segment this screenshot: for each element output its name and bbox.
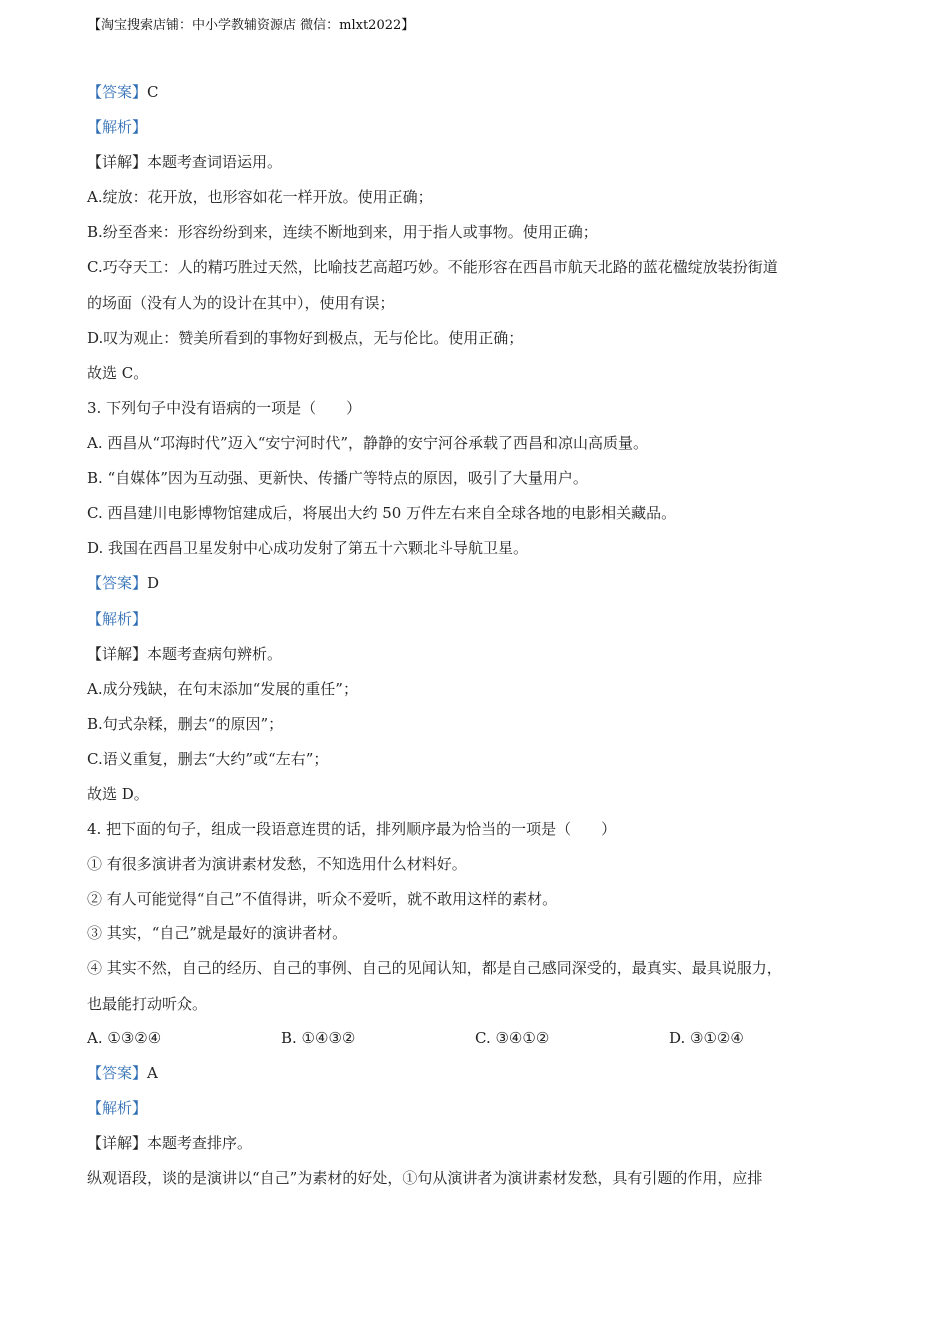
q3-explain-b: B.句式杂糅，删去“的原因”； [87, 715, 284, 733]
q4-sentence-3: ③ 其实，“自己”就是最好的演讲者材。 [87, 924, 348, 942]
q4-analysis-tag: 【解析】 [87, 1099, 148, 1117]
answer-tag: 【答案】 [87, 1064, 148, 1082]
q2-explain-b: B.纷至沓来：形容纷纷到来，连续不断地到来，用于指人或事物。使用正确； [87, 223, 598, 241]
q4-sentence-4-line2: 也最能打动听众。 [87, 995, 208, 1013]
q2-analysis-tag: 【解析】 [87, 118, 148, 136]
q4-option-d: D. ③①②④ [669, 1029, 744, 1047]
q3-option-c: C. 西昌建川电影博物馆建成后，将展出大约 50 万件左右来自全球各地的电影相关藏品。 [87, 504, 677, 522]
answer-tag: 【答案】 [87, 83, 148, 101]
q3-explain-a: A.成分残缺，在句末添加“发展的重任”； [87, 680, 358, 698]
q3-option-a: A. 西昌从“邛海时代”迈入“安宁河时代”，静静的安宁河谷承载了西昌和凉山高质量。 [87, 434, 649, 452]
q4-explain: 纵观语段，谈的是演讲以“自己”为素材的好处，①句从演讲者为演讲素材发愁，具有引题的作用，应排 [87, 1169, 763, 1187]
answer-value: C [147, 83, 159, 101]
q2-explain-a: A.绽放：花开放，也形容如花一样开放。使用正确； [87, 188, 433, 206]
answer-value: A [147, 1064, 158, 1082]
q4-sentence-2: ② 有人可能觉得“自己”不值得讲，听众不爱听，就不敢用这样的素材。 [87, 890, 558, 908]
page-header: 【淘宝搜索店铺：中小学教辅资源店 微信：mlxt2022】 [88, 18, 415, 33]
answer-tag: 【答案】 [87, 574, 148, 592]
q4-option-b: B. ①④③② [281, 1029, 356, 1047]
q3-analysis-tag: 【解析】 [87, 610, 148, 628]
q3-detail: 【详解】本题考查病句辨析。 [87, 645, 283, 663]
q2-conclusion: 故选 C。 [87, 364, 149, 382]
q3-option-d: D. 我国在西昌卫星发射中心成功发射了第五十六颗北斗导航卫星。 [87, 539, 529, 557]
q4-option-a: A. ①③②④ [87, 1029, 162, 1047]
q2-explain-c-line2: 的场面（没有人为的设计在其中），使用有误； [87, 294, 395, 312]
q4-detail: 【详解】本题考查排序。 [87, 1134, 253, 1152]
q3-answer [87, 573, 159, 593]
q3-question: 3. 下列句子中没有语病的一项是（ ） [87, 399, 362, 417]
q4-question: 4. 把下面的句子，组成一段语意连贯的话，排列顺序最为恰当的一项是（ ） [87, 820, 617, 838]
answer-value: D [147, 574, 160, 592]
q3-conclusion: 故选 D。 [87, 785, 149, 803]
q3-explain-c: C.语义重复，删去“大约”或“左右”； [87, 750, 329, 768]
q4-option-c: C. ③④①② [475, 1029, 550, 1047]
q4-sentence-4-line1: ④ 其实不然，自己的经历、自己的事例、自己的见闻认知，都是自己感同深受的，最真实、最具说服力， [87, 959, 782, 977]
q2-explain-c-line1: C.巧夺天工：人的精巧胜过天然，比喻技艺高超巧妙。不能形容在西昌市航天北路的蓝花楹绽放装扮街道 [87, 258, 778, 276]
q3-option-b: B. “自媒体”因为互动强、更新快、传播广等特点的原因，吸引了大量用户。 [87, 469, 588, 487]
q4-sentence-1: ① 有很多演讲者为演讲素材发愁，不知选用什么材料好。 [87, 855, 467, 873]
q4-answer [87, 1063, 158, 1083]
q2-detail: 【详解】本题考查词语运用。 [87, 153, 283, 171]
q2-explain-d: D.叹为观止：赞美所看到的事物好到极点，无与伦比。使用正确； [87, 329, 524, 347]
q2-answer [87, 82, 159, 102]
